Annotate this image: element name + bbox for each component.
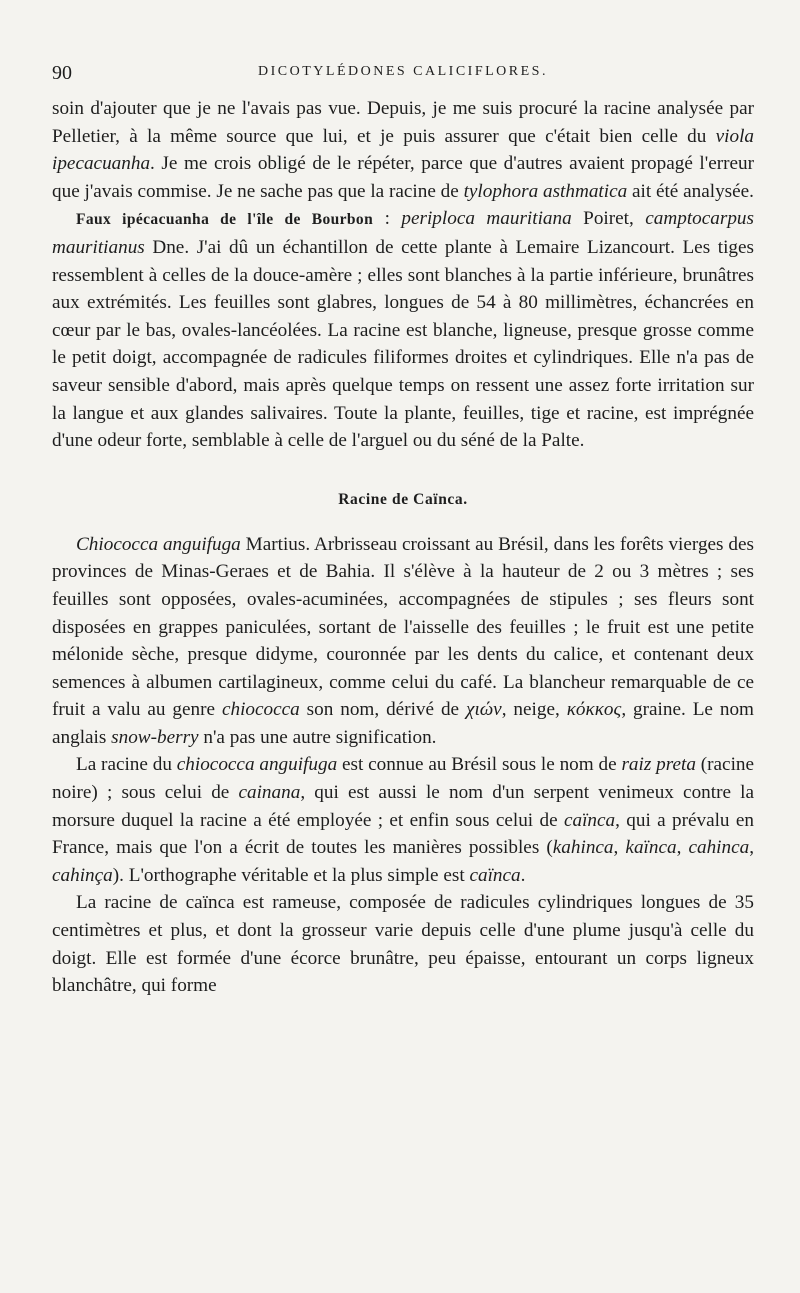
common-name: cainana [238,782,301,804]
section-title: Racine de Caïnca. [338,490,468,508]
spelling-variant: cahinça [52,864,113,886]
run-in-heading: Faux ipécacuanha de l'île de Bourbon [76,211,374,229]
greek-word: χιών [466,699,502,721]
text-run: , qui est aussi le nom d'un serpent venimeux contre la morsure duquel la racine a été employée ; et enfin sous celui de [52,782,754,831]
species-name: periploca mauritiana [401,208,572,230]
text-run: son nom, dérivé de [299,699,466,721]
genus-name: chiococca [221,699,300,721]
text-run: La racine de caïnca est rameuse, composée de radicules cylindriques longues de 35 centimètres et plus, et dont la grosseur varie depuis celle d'une plume jusqu'à celle du doigt. Elle est formée d'une écorce brunâtre, peu épaisse, entourant un corps ligneux blanchâtre, qui forme [52,892,754,997]
species-name: Chiococca anguifuga [76,533,241,555]
paragraph-chiococca [52,531,754,752]
text-run: . Je me crois obligé de le répéter, parce que d'autres avaient propagé l'erreur que j'avais commise. Je ne sache pas que la racine de [52,153,754,202]
common-name: caïnca [469,864,521,886]
species-name: camptocarpus mauritianus [52,208,754,258]
page-number: 90 [52,62,72,84]
text-run: ). L'orthographe véritable et la plus simple est [112,864,470,886]
text-run: (racine noire) ; sous celui de [52,754,755,804]
paragraph-root-description [52,889,754,999]
species-name: chiococca anguifuga [176,754,338,776]
running-title: DICOTYLÉDONES CALICIFLORES. [258,64,548,79]
text-run: Poiret, [571,208,646,230]
greek-word: κόκκος [566,699,622,721]
text-run: , [613,837,626,859]
species-name: tylophora asthmatica [463,180,628,202]
spelling-variant: kaïnca [625,837,677,859]
spelling-variant: kahinca [552,837,614,859]
text-run: n'a pas une autre signification. [198,726,437,748]
text-run: , qui a prévalu en France, mais que l'on a écrit de toutes les manières possibles ( [52,809,754,859]
text-run: Dne. J'ai dû un échantillon de cette plante à Lemaire Lizancourt. Les tiges ressemblent à celles de la douce-amère ; elles sont blanches à la partie inférieure, brunâtres aux extrémités. Les feuilles sont glabres, longues de 54 à 80 millimètres, échancrées en cœur par le bas, ovales-lancéolées. La racine est blanche, ligneuse, presque grosse comme le petit doigt, accompagnée de radicules filiformes droites et cylindriques. Elle n'a pas de saveur sensible d'abord, mais après quelque temps on ressent une assez forte irritation sur la langue et aux glandes salivaires. Toute la plante, feuilles, tige et racine, est imprégnée d'une odeur forte, semblable à celle de l'arguel ou du séné de la Palte. [52,236,754,452]
paragraph-names [52,751,754,889]
text-run: Martius. Arbrisseau croissant au Brésil, dans les forêts vierges des provinces de Minas-Geraes et de Bahia. Il s'élève à la hauteur de 2 ou 3 mètres ; ses feuilles sont opposées, ovales-acuminées, accompagnées de stipules ; ses fleurs sont disposées en grappes paniculées, sortant de l'aisselle des feuilles ; le fruit est une petite mélonide sèche, presque didyme, couronnée par les dents du calice, et contenant deux semences à albumen cartilagineux, comme celui du café. La blancheur remarquable de ce fruit a valu au genre [52,533,754,721]
common-name: caïnca [563,809,616,831]
text-run: soin d'ajouter que je ne l'avais pas vue. Depuis, je me suis procuré la racine analysée par Pelletier, à la même source que lui, et je puis assurer que c'était bien celle du [52,98,754,147]
paragraph-continuation [52,95,754,205]
text-run: , neige, [501,699,567,721]
english-name: snow-berry [111,726,199,748]
running-head [52,62,754,92]
paragraph-faux-ipecacuanha [52,205,754,454]
text-run: est connue au Brésil sous le nom de [337,754,622,776]
spelling-variant: cahinca [688,837,750,859]
body-text [52,95,754,1000]
species-name: viola ipecacuanha [52,125,754,175]
common-name: raiz preta [621,754,696,776]
text-run: , graine. Le nom anglais [52,699,754,748]
text-run: , [676,837,689,859]
text-run: , [749,837,755,859]
text-run: : [373,208,402,230]
text-run: . [520,864,526,886]
text-run: ait été analysée. [627,180,754,202]
text-run: La racine du [76,754,177,776]
